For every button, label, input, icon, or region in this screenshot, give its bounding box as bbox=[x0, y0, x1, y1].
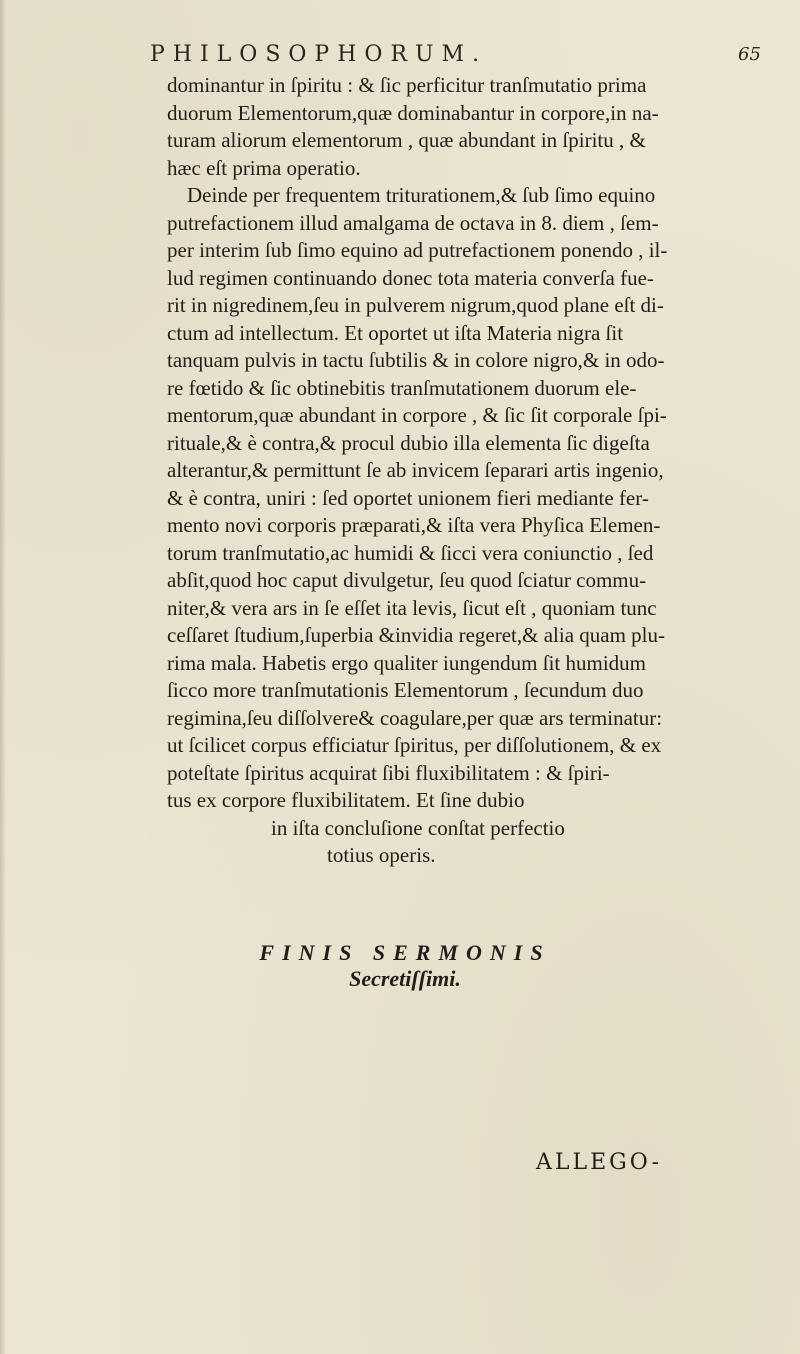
page-edge-shadow bbox=[0, 0, 6, 1354]
running-title: PHILOSOPHORUM. bbox=[150, 42, 488, 67]
text-line: torum tranſmutatio,ac humidi & ſicci vera coniunctio , ſed bbox=[167, 540, 654, 565]
catchword: ALLEGO- bbox=[536, 1150, 663, 1175]
text-line: & è contra, uniri : ſed oportet unionem fieri mediante fer- bbox=[167, 485, 649, 510]
text-line: mentorum,quæ abundant in corpore , & ſic ſit corporale ſpi- bbox=[167, 403, 667, 427]
body-text bbox=[167, 72, 719, 870]
text-line: tanquam pulvis in tactu ſubtilis & in colore nigro,& in odo- bbox=[167, 348, 665, 372]
finis-subheading: Secretiſſimi. bbox=[349, 966, 461, 991]
text-line: totius operis. bbox=[327, 843, 436, 867]
text-line: niter,& vera ars in ſe eſſet ita levis, ſicut eſt , quoniam tunc bbox=[167, 595, 657, 620]
finis-heading: FINIS SERMONIS bbox=[259, 940, 551, 965]
text-line: in iſta concluſione conſtat perfectio bbox=[271, 815, 565, 840]
text-line: ſicco more tranſmutationis Elementorum , ſecundum duo bbox=[167, 678, 644, 702]
text-line: abſit,quod hoc caput divulgetur, ſeu quod ſciatur commu- bbox=[167, 568, 647, 592]
text-line: duorum Elementorum,quæ dominabantur in corpore,in na- bbox=[167, 100, 659, 125]
text-line: dominantur in ſpiritu : & ſic perficitur tranſmutatio prima bbox=[167, 73, 647, 97]
text-line: mento novi corporis præparati,& iſta vera Phyſica Elemen- bbox=[167, 513, 661, 537]
text-line: lud regimen continuando donec tota materia converſa fue- bbox=[167, 265, 654, 290]
text-line: hæc eſt prima operatio. bbox=[167, 155, 361, 180]
text-line: ctum ad intellectum. Et oportet ut iſta Materia nigra ſit bbox=[167, 320, 624, 345]
text-line: Deinde per frequentem triturationem,& ſub ſimo equino bbox=[187, 183, 656, 207]
page-number: 65 bbox=[738, 44, 761, 65]
text-line: alterantur,& permittunt ſe ab invicem ſeparari artis ingenio, bbox=[167, 458, 664, 482]
text-line: re fœtido & ſic obtinebitis tranſmutationem duorum ele- bbox=[167, 375, 637, 400]
text-line: per interim ſub ſimo equino ad putrefactionem ponendo , il- bbox=[167, 238, 668, 262]
text-line: ut ſcilicet corpus efficiatur ſpiritus, per diſſolutionem, & ex bbox=[167, 733, 662, 757]
text-line: rima mala. Habetis ergo qualiter iungendum ſit humidum bbox=[167, 650, 647, 675]
text-line: rituale,& è contra,& procul dubio illa elementa ſic digeſta bbox=[167, 430, 650, 455]
text-line: rit in nigredinem,ſeu in pulverem nigrum,quod plane eſt di- bbox=[167, 293, 664, 317]
text-line: regimina,ſeu diſſolvere& coagulare,per quæ ars terminatur: bbox=[167, 705, 663, 730]
text-line: poteſtate ſpiritus acquirat ſibi fluxibilitatem : & ſpiri- bbox=[167, 760, 610, 785]
text-line: tus ex corpore fluxibilitatem. Et ſine dubio bbox=[167, 788, 525, 812]
text-line: turam aliorum elementorum , quæ abundant in ſpiritu , & bbox=[167, 128, 646, 152]
text-line: putrefactionem illud amalgama de octava in 8. diem , ſem- bbox=[167, 210, 659, 235]
text-line: ceſſaret ſtudium,ſuperbia &invidia regeret,& alia quam plu- bbox=[167, 623, 665, 647]
